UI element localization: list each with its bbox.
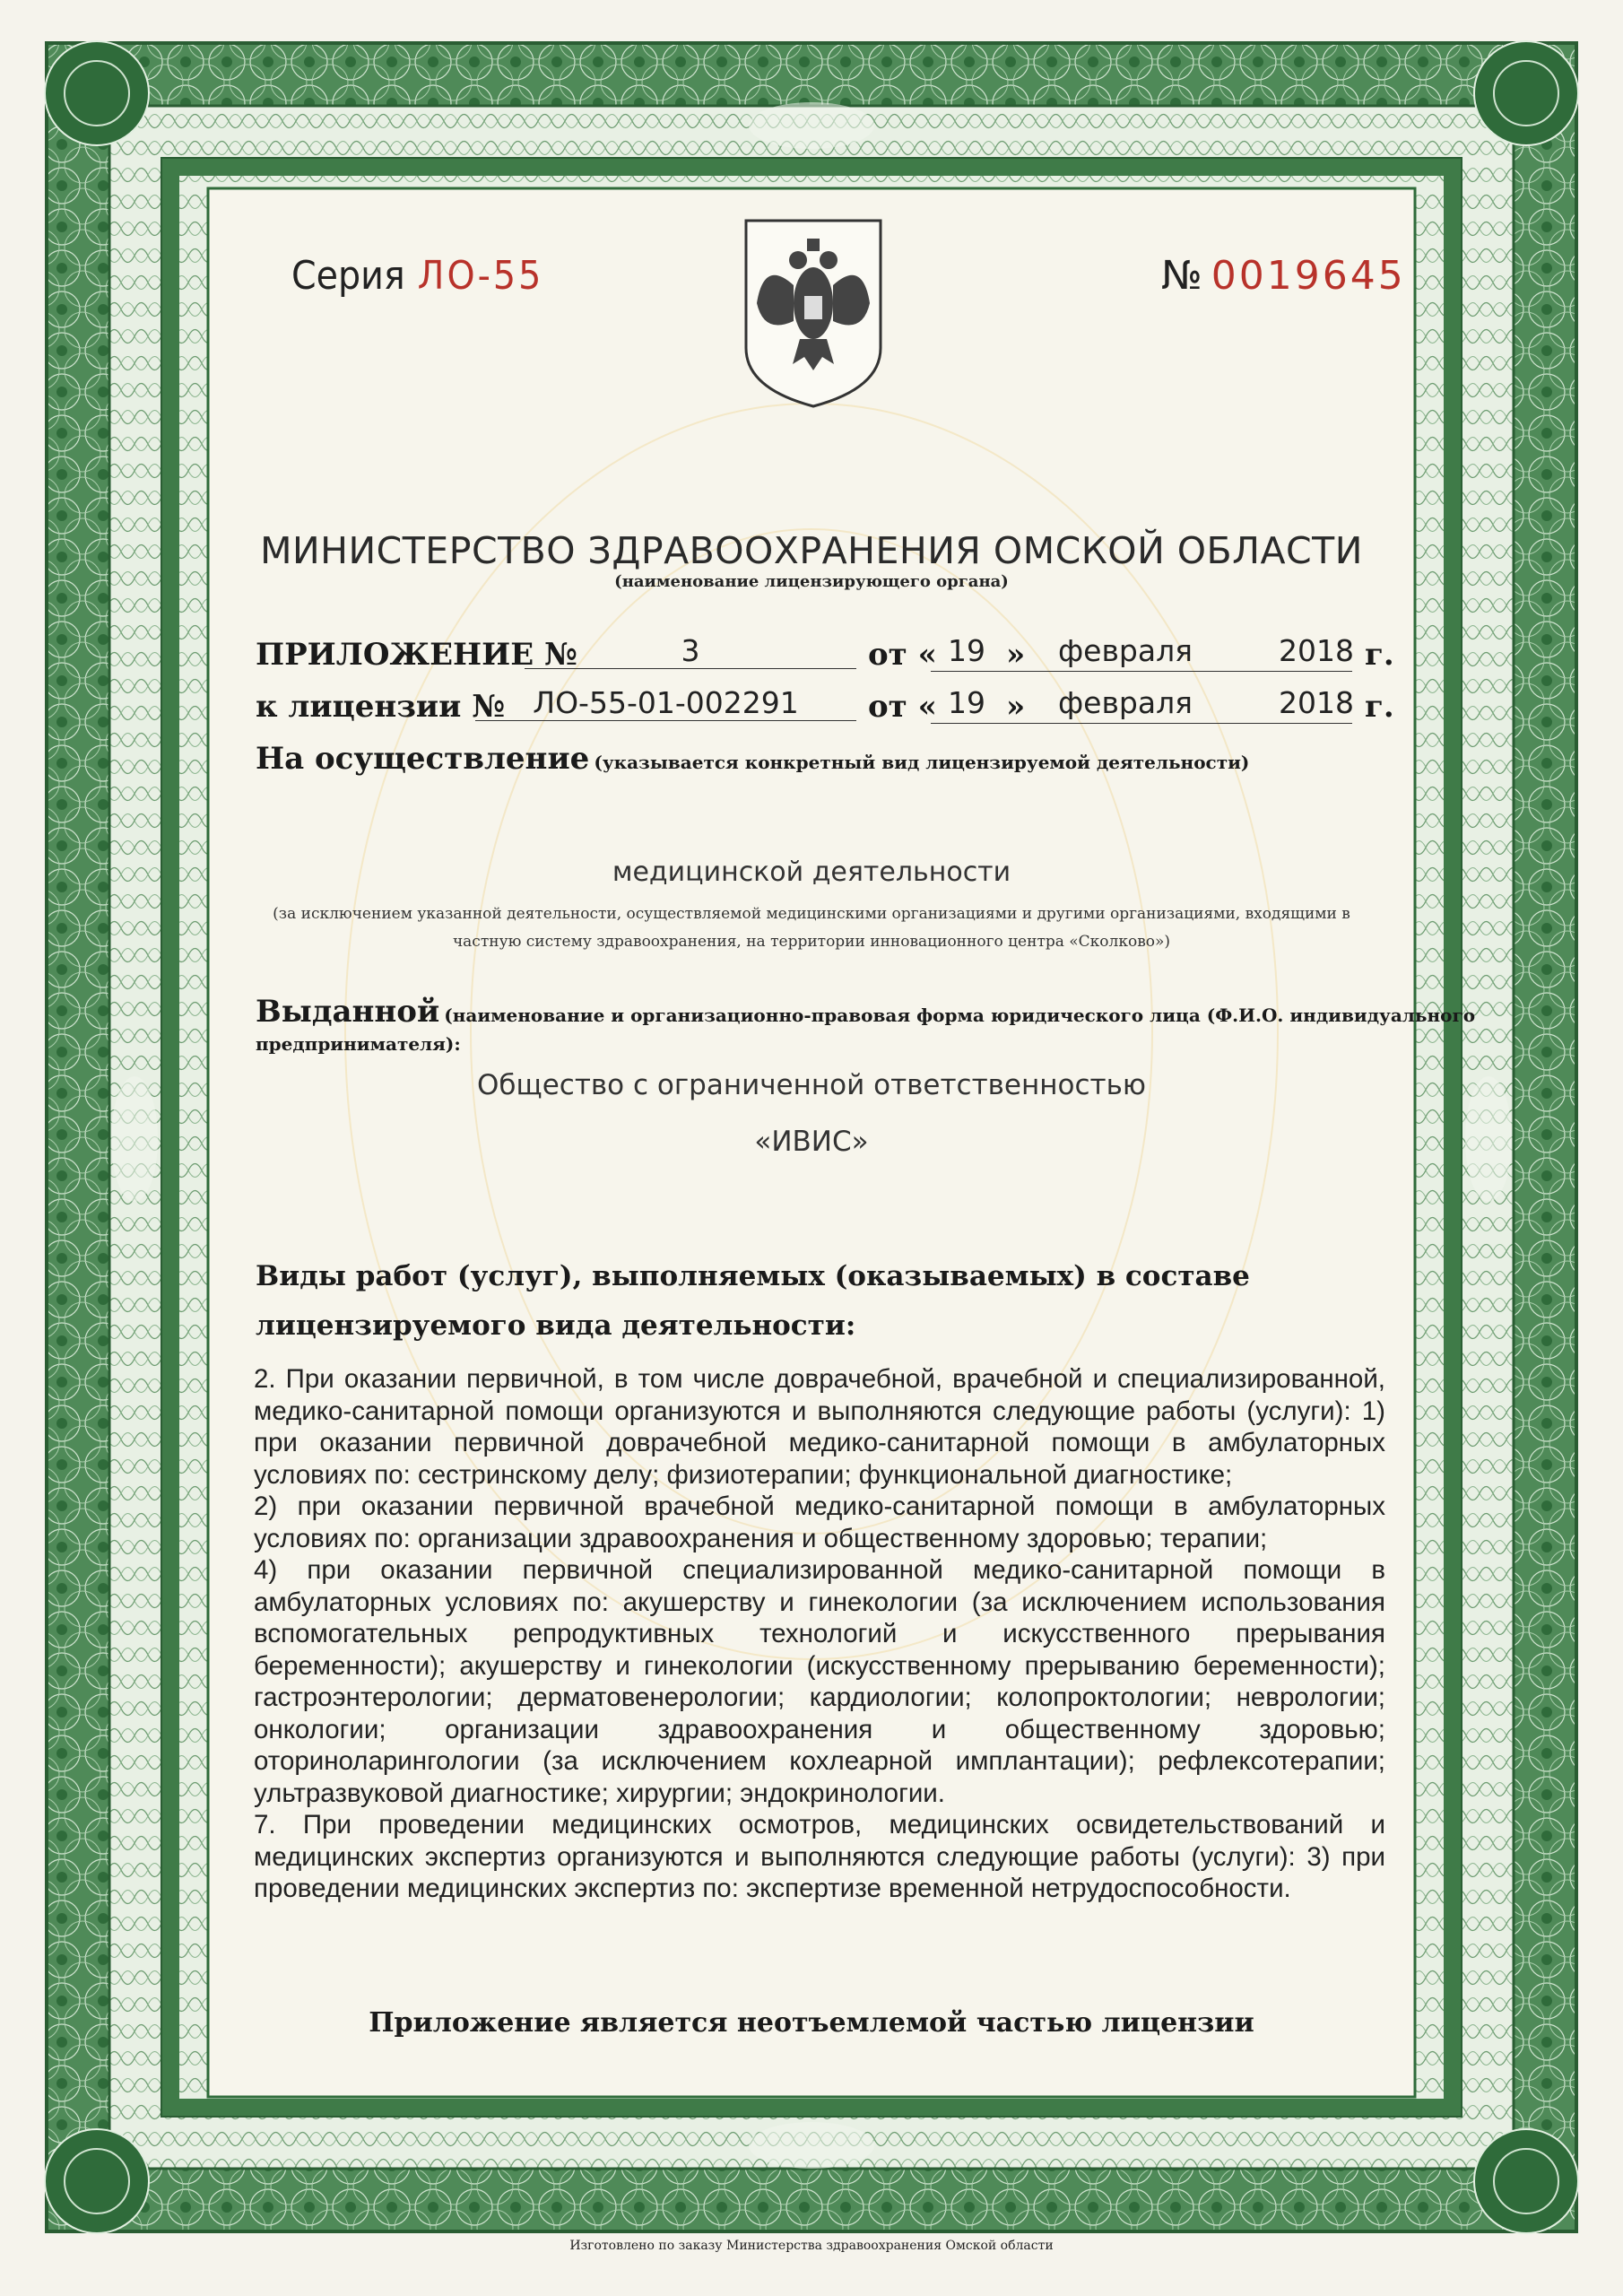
licensing-authority-caption: (наименование лицензирующего органа) <box>614 572 1009 591</box>
activity-note-line2: частную систему здравоохранения, на территории инновационного центра «Сколково») <box>452 933 1171 951</box>
appendix-year-suffix: г. <box>1365 637 1394 673</box>
license-number: ЛО-55-01-002291 <box>475 685 856 721</box>
organization-form: Общество с ограниченной ответственностью <box>477 1069 1146 1101</box>
activity-note-line1: (за исключением указанной деятельности, осуществляемой медицинскими организациями и другими организациями, входящими в <box>273 905 1350 923</box>
series-label: Серия ЛО-55 <box>291 253 544 299</box>
appendix-date-prefix: от « <box>868 637 937 673</box>
works-heading-line2: лицензируемого вида деятельности: <box>256 1309 856 1342</box>
printer-note: Изготовлено по заказу Министерства здравоохранения Омской области <box>569 2239 1054 2253</box>
license-date-prefix: от « <box>868 689 937 725</box>
issued-caption-line1: (наименование и организационно-правовая форма юридического лица (Ф.И.О. индивидуального <box>444 1004 1476 1026</box>
works-list <box>254 1363 1385 1905</box>
works-heading-line1: Виды работ (услуг), выполняемых (оказываемых) в составе <box>256 1260 1250 1292</box>
appendix-label: ПРИЛОЖЕНИЕ № <box>256 637 577 673</box>
activity-heading: На осуществление (указывается конкретный вид лицензируемой деятельности) <box>256 741 1250 777</box>
organization-name: «ИВИС» <box>754 1126 869 1158</box>
works-paragraph: 4) при оказании первичной специализированной медико-санитарной помощи в амбулаторных условиях по: акушерству и гинекологии (за исключением использования вспомогательных репродуктивных технологий и искусственного прерывания беременности); акушерству и гинекологии (искусственному прерыванию беременности); гастроэнтерологии; дерматовенерологии; кардиологии; колопроктологии; неврологии; онкологии; организации здравоохранения и общественному здоровью; оториноларингологии (за исключением кохлеарной имплантации); рефлексотерапии; ультразвуковой диагностике; хирургии; эндокринологии. <box>254 1555 1385 1808</box>
appendix-date-underline <box>931 671 1352 672</box>
works-paragraph: 2) при оказании первичной врачебной медико-санитарной помощи в амбулаторных условиях по: организации здравоохранения и общественному здоровью; терапии; <box>254 1492 1385 1553</box>
appendix-day-close: » <box>1006 637 1026 673</box>
works-paragraph: 7. При проведении медицинских осмотров, медицинских освидетельствований и медицинских экспертиз организуются и выполняются следующие работы (услуги): 3) при проведении медицинских экспертиз по: экспертизе временной нетрудоспособности. <box>254 1810 1385 1903</box>
appendix-month: февраля <box>1057 633 1193 668</box>
license-month: февраля <box>1057 685 1193 720</box>
integral-part-note: Приложение является неотъемлемой частью лицензии <box>369 2007 1254 2039</box>
appendix-day: 19 <box>948 633 985 668</box>
license-day: 19 <box>948 685 985 720</box>
russian-coat-of-arms-icon <box>737 213 890 411</box>
license-day-close: » <box>1006 689 1026 725</box>
activity-value: медицинской деятельности <box>612 857 1011 888</box>
license-date-underline <box>931 723 1352 724</box>
appendix-year: 2018 <box>1279 633 1354 668</box>
works-paragraph: 2. При оказании первичной, в том числе доврачебной, врачебной и специализированной, медико-санитарной помощи организуются и выполняются следующие работы (услуги): 1) при оказании первичной доврачебной медико-санитарной помощи в амбулаторных условиях по: сестринскому делу; физиотерапии; функциональной диагностике; <box>254 1364 1385 1490</box>
license-label: к лицензии № <box>256 689 506 725</box>
appendix-number: 3 <box>525 633 856 669</box>
licensing-authority-name: МИНИСТЕРСТВО ЗДРАВООХРАНЕНИЯ ОМСКОЙ ОБЛАСТИ <box>260 529 1363 572</box>
license-year-suffix: г. <box>1365 689 1394 725</box>
form-number-value: 0019645 <box>1211 253 1406 299</box>
activity-caption: (указывается конкретный вид лицензируемой деятельности) <box>594 752 1250 773</box>
license-year: 2018 <box>1279 685 1354 720</box>
series-value: ЛО-55 <box>417 253 544 299</box>
issued-heading: Выданной (наименование и организационно-правовая форма юридического лица (Ф.И.О. индивидуального <box>256 994 1476 1030</box>
form-number: № 0019645 <box>1161 253 1406 299</box>
issued-caption-line2: предпринимателя): <box>256 1033 461 1055</box>
